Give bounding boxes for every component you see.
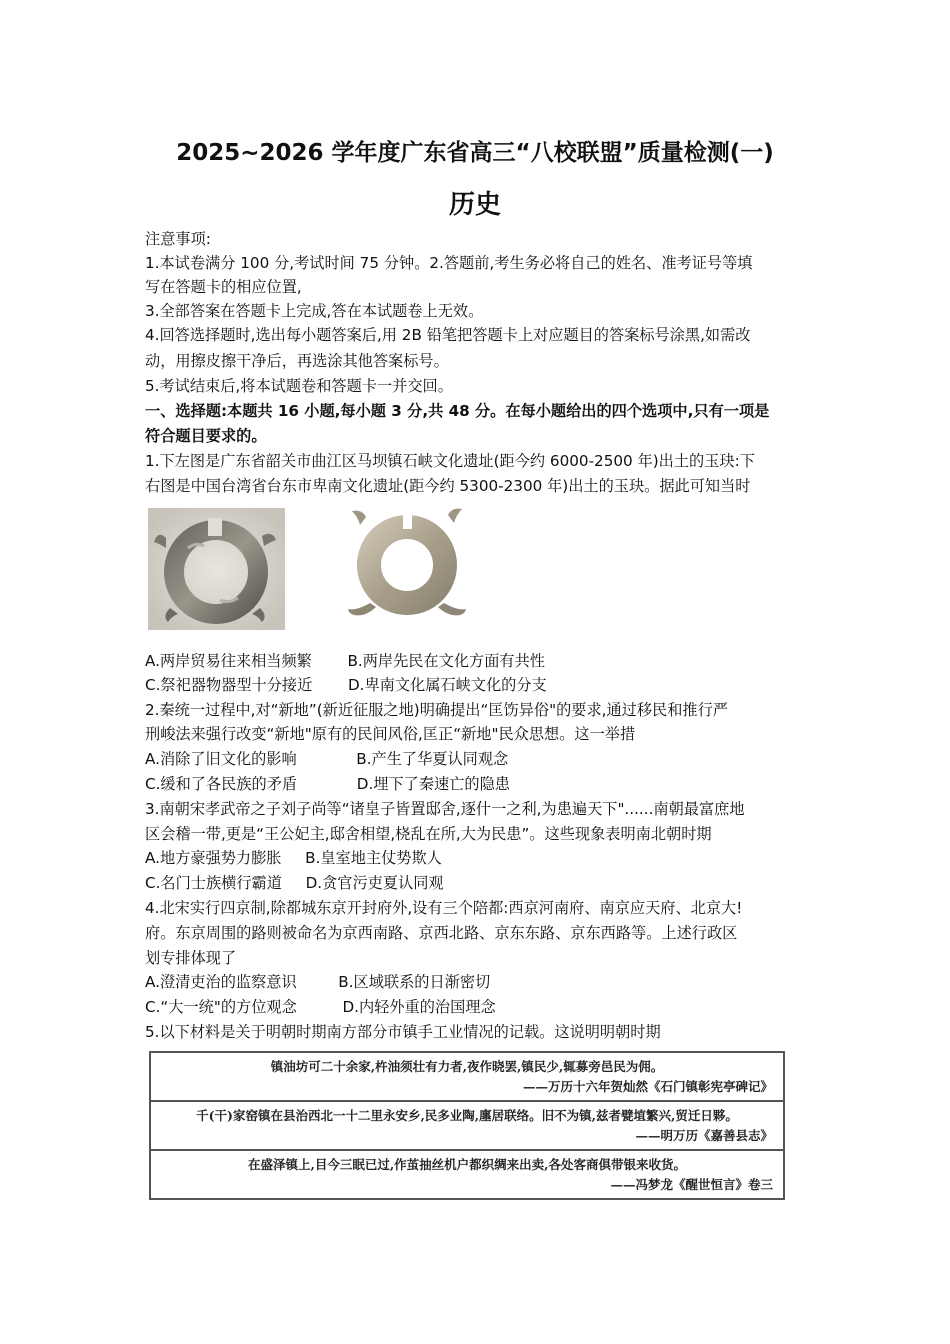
section-heading-cont: 符合题目要求的。: [145, 427, 267, 445]
q1-option-d: D.卑南文化属石峡文化的分支: [347, 676, 547, 694]
q5-stem: 5.以下材料是关于明朝时期南方部分市镇手工业情况的记载。这说明明朝时期: [145, 1023, 661, 1041]
exam-title: 2025~2026 学年度广东省高三“八校联盟”质量检测(一): [176, 140, 774, 166]
q1-options-row2: [145, 673, 815, 697]
q4-options-row2: [145, 995, 815, 1019]
material-row: [150, 1052, 784, 1101]
material-row: [150, 1101, 784, 1150]
q1-option-a: A.两岸贸易往来相当频繁: [145, 652, 312, 670]
q4-stem: 府。东京周围的路则被命名为京西南路、京西北路、京东东路、京东西路等。上述行政区: [145, 924, 738, 942]
section-heading: 一、选择题:本题共 16 小题,每小题 3 分,共 48 分。在每小题给出的四个选项中,只有一项是: [145, 402, 770, 420]
notice-line: 动，用擦皮擦干净后，再选涂其他答案标号。: [145, 352, 449, 370]
q3-stem: 区会稽一带,更是“王公妃主,邸舍相望,桡乱在所,大为民患”。这些现象表明南北朝时期: [145, 825, 712, 843]
q1-option-b: B.两岸先民在文化方面有共性: [347, 652, 545, 670]
material-text: 在盛泽镇上,目今三眠已过,作茧抽丝机户都织绸来出卖,各处客商俱带银来收货。: [247, 1157, 687, 1172]
material-source: ——明万历《嘉善县志》: [635, 1128, 773, 1143]
notice-line: 1.本试卷满分 100 分,考试时间 75 分钟。2.答题前,考生务必将自己的姓名、准考证号等填: [145, 254, 753, 272]
q3-option-d: D.贪官污吏夏认同观: [305, 874, 444, 892]
material-text: 千(干)家窑镇在县治西北一十二里永安乡,民多业陶,廛居联络。旧不为镇,兹者甓埴繁兴,贸迁日夥。: [196, 1108, 738, 1123]
q1-stem: 右图是中国台湾省台东市卑南文化遗址(距今约 5300-2300 年)出土的玉玦。据此可知当时: [145, 477, 751, 495]
q2-option-c: C.缓和了各民族的矛盾: [145, 775, 298, 793]
q3-option-c: C.名门士族横行霸道: [145, 874, 282, 892]
q4-option-a: A.澄清吏治的监察意识: [145, 973, 297, 991]
q3-options-row2: [145, 871, 815, 895]
q2-options-row1: [145, 747, 815, 771]
q4-options-row1: [145, 970, 815, 994]
material-source: ——万历十六年贺灿然《石门镇彰宪亭碑记》: [522, 1079, 773, 1094]
material-source: ——冯梦龙《醒世恒言》卷三: [610, 1177, 773, 1192]
q4-stem: 4.北宋实行四京制,除都城东京开封府外,设有三个陪都:西京河南府、南京应天府、北京大!: [145, 899, 743, 917]
subject-title: 历史: [448, 190, 501, 220]
q2-option-a: A.消除了旧文化的影响: [145, 750, 297, 768]
notice-line: 4.回答选择题时,选出每小题答案后,用 2B 铅笔把答题卡上对应题目的答案标号涂黑,如需改: [145, 326, 751, 344]
q5-material-table: [149, 1051, 785, 1200]
q3-option-b: B.皇室地主仗势欺人: [305, 849, 442, 867]
q3-option-a: A.地方豪强势力膨胀: [145, 849, 282, 867]
jade-jue-left-image: [148, 508, 285, 630]
jade-jue-right-image: [340, 503, 475, 630]
q4-option-c: C.“大一统"的方位观念: [145, 998, 297, 1016]
q3-options-row1: [145, 846, 815, 870]
q2-option-d: D.埋下了秦速亡的隐患: [356, 775, 510, 793]
q1-options-row1: [145, 649, 815, 673]
notice-line: 写在答题卡的相应位置,: [145, 278, 302, 296]
q2-stem: 刑峻法来强行改变“新地"原有的民间风俗,匡正“新地"民众思想。这一举措: [145, 725, 636, 743]
material-row: [150, 1150, 784, 1199]
material-text: 镇油坊可二十余家,杵油须壮有力者,夜作晓罢,镇民少,辄募旁邑民为佣。: [270, 1059, 664, 1074]
q2-options-row2: [145, 772, 815, 796]
notice-line: 5.考试结束后,将本试题卷和答题卡一并交回。: [145, 377, 453, 395]
q1-option-c: C.祭祀器物器型十分接近: [145, 676, 313, 694]
q1-stem: 1.下左图是广东省韶关市曲江区马坝镇石峡文化遗址(距今约 6000-2500 年)出土的玉玦:下: [145, 452, 755, 470]
notice-heading: 注意事项:: [145, 230, 211, 248]
q2-option-b: B.产生了华夏认同观念: [356, 750, 509, 768]
q4-option-b: B.区域联系的日渐密切: [338, 973, 491, 991]
q2-stem: 2.秦统一过程中,对“新地”(新近征服之地)明确提出“匡饬异俗"的要求,通过移民和推行严: [145, 701, 728, 719]
q4-option-d: D.内轻外重的治国理念: [342, 998, 496, 1016]
q4-stem: 划专排体现了: [145, 949, 237, 967]
q3-stem: 3.南朝宋孝武帝之子刘子尚等“诸皇子皆置邸舍,逐什一之利,为患遍天下"......南朝最富庶地: [145, 800, 745, 818]
notice-line: 3.全部答案在答题卡上完成,答在本试题卷上无效。: [145, 302, 484, 320]
